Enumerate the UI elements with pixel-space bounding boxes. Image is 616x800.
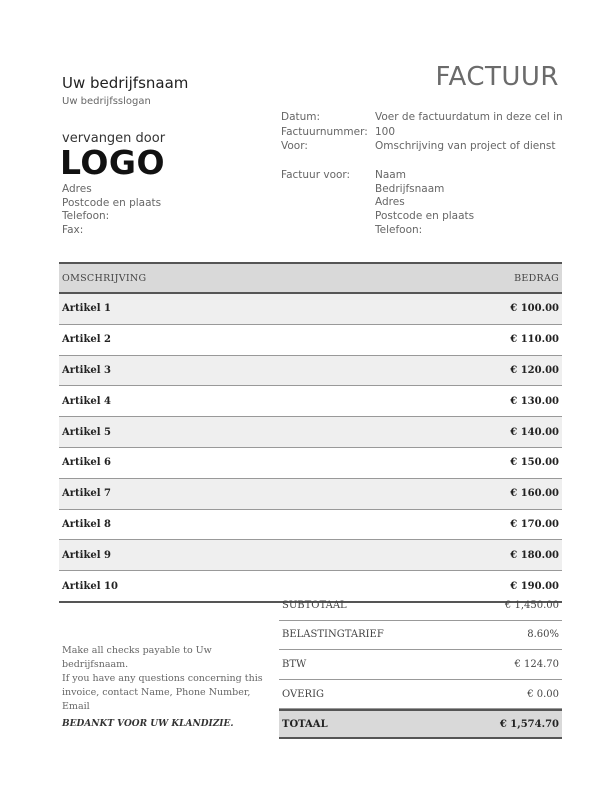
- table-row[interactable]: [59, 325, 562, 356]
- item-description: Artikel 6: [62, 457, 111, 469]
- table-row[interactable]: [59, 448, 562, 479]
- invoice-number-label: Factuurnummer:: [281, 125, 368, 138]
- subtotal-row: [279, 591, 562, 621]
- total-label: TOTAAL: [282, 718, 328, 730]
- item-description: Artikel 5: [62, 426, 111, 438]
- logo-caption: vervangen door: [62, 131, 166, 146]
- item-description: Artikel 8: [62, 518, 111, 530]
- payment-note-line: If you have any questions concerning this: [62, 673, 263, 684]
- table-row[interactable]: [59, 540, 562, 571]
- date-label: Datum:: [281, 111, 321, 123]
- item-amount: € 120.00: [510, 364, 559, 376]
- company-phone: Telefoon:: [62, 210, 110, 223]
- invoice-meta-labels: [281, 110, 368, 154]
- vat-label: BTW: [282, 658, 307, 670]
- invoice-meta-values: [375, 110, 563, 154]
- table-body: [59, 294, 562, 603]
- bill-to-company[interactable]: Bedrijfsnaam: [375, 182, 445, 195]
- bill-to-label-block: [281, 169, 350, 183]
- other-value[interactable]: € 0.00: [527, 688, 559, 700]
- other-label: OVERIG: [282, 688, 325, 700]
- for-value[interactable]: Omschrijving van project of dienst: [375, 140, 556, 152]
- company-fax: Fax:: [62, 224, 84, 237]
- table-row[interactable]: [59, 510, 562, 541]
- bill-to-label: Factuur voor:: [281, 169, 351, 181]
- item-amount: € 140.00: [510, 426, 559, 438]
- item-description: Artikel 1: [62, 303, 111, 315]
- item-description: Artikel 2: [62, 334, 111, 346]
- bill-to-phone[interactable]: Telefoon:: [375, 223, 423, 236]
- payment-note-line: invoice, contact Name, Phone Number, Email: [62, 687, 251, 712]
- item-amount: € 150.00: [510, 457, 559, 469]
- item-description: Artikel 3: [62, 364, 111, 376]
- table-row[interactable]: [59, 417, 562, 448]
- total-value: € 1,574.70: [499, 718, 559, 730]
- column-header-description: OMSCHRIJVING: [62, 272, 147, 284]
- table-row[interactable]: [59, 479, 562, 510]
- subtotal-label: SUBTOTAAL: [282, 599, 347, 611]
- table-header: [59, 262, 562, 294]
- bill-to-postal-city[interactable]: Postcode en plaats: [375, 210, 475, 223]
- item-amount: € 160.00: [510, 488, 559, 500]
- item-amount: € 100.00: [510, 303, 559, 315]
- item-amount: € 180.00: [510, 549, 559, 561]
- tax-rate-row: [279, 621, 562, 651]
- item-amount: € 170.00: [510, 518, 559, 530]
- column-header-amount: BEDRAG: [514, 272, 559, 284]
- invoice-number-value[interactable]: 100: [375, 125, 396, 138]
- items-table: [59, 262, 562, 603]
- table-row[interactable]: [59, 356, 562, 387]
- payment-note: [62, 644, 274, 714]
- other-row: [279, 680, 562, 710]
- tax-rate-value[interactable]: 8.60%: [527, 629, 559, 641]
- item-description: Artikel 10: [62, 580, 118, 592]
- payment-note-line: Make all checks payable to Uw bedrijfsnaam.: [62, 645, 212, 670]
- item-amount: € 110.00: [510, 334, 559, 346]
- item-description: Artikel 7: [62, 488, 111, 500]
- item-amount: € 190.00: [510, 580, 559, 592]
- table-row[interactable]: [59, 386, 562, 417]
- company-slogan: Uw bedrijfsslogan: [62, 96, 151, 107]
- bill-to-block: [375, 169, 474, 238]
- total-row: [279, 709, 562, 739]
- bill-to-address[interactable]: Adres: [375, 196, 405, 209]
- item-amount: € 130.00: [510, 395, 559, 407]
- vat-value: € 124.70: [514, 658, 559, 670]
- bill-to-name[interactable]: Naam: [375, 169, 406, 181]
- tax-rate-label: BELASTINGTARIEF: [282, 629, 384, 641]
- thank-you-message: BEDANKT VOOR UW KLANDIZIE.: [62, 719, 234, 729]
- date-value[interactable]: Voer de factuurdatum in deze cel in: [375, 111, 563, 123]
- company-name: Uw bedrijfsnaam: [62, 74, 189, 92]
- logo-placeholder: LOGO: [60, 143, 166, 182]
- for-label: Voor:: [281, 140, 308, 152]
- item-description: Artikel 4: [62, 395, 111, 407]
- company-postal-city: Postcode en plaats: [62, 196, 162, 209]
- company-address-block: [62, 183, 161, 238]
- company-address: Adres: [62, 183, 92, 195]
- vat-row: [279, 650, 562, 680]
- table-row[interactable]: [59, 294, 562, 325]
- totals-table: [279, 591, 562, 739]
- subtotal-value: € 1,450.00: [504, 599, 559, 611]
- item-description: Artikel 9: [62, 549, 111, 561]
- invoice-title: FACTUUR: [435, 62, 559, 92]
